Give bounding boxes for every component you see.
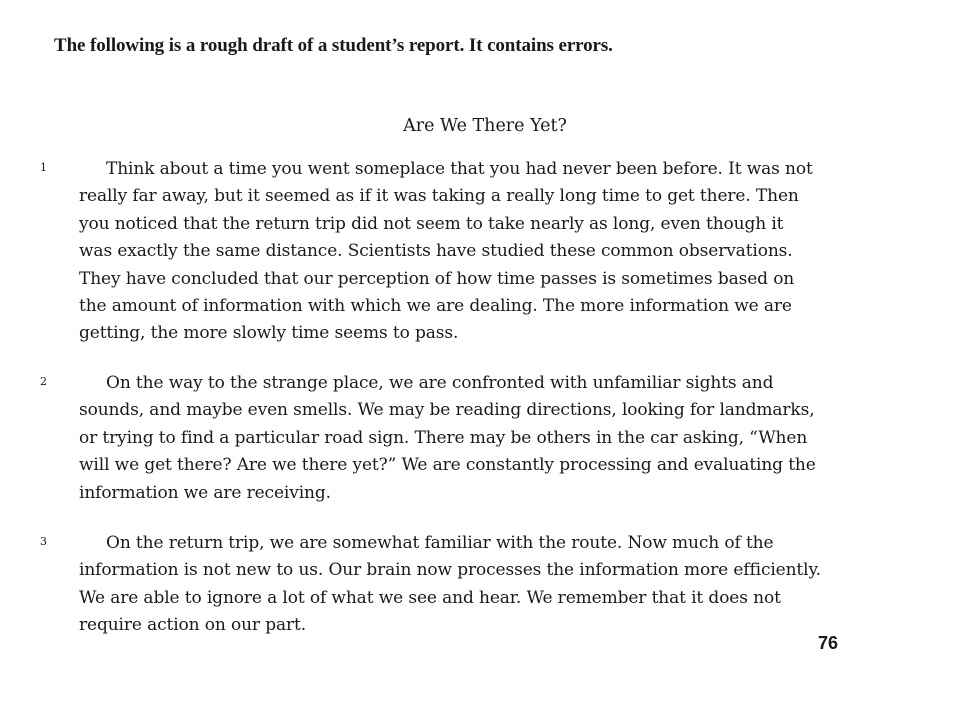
- paragraph-text: [79, 530, 821, 640]
- text-line: sounds, and maybe even smells. We may be reading directions, looking for landmarks,: [79, 400, 815, 421]
- text-line: the amount of information with which we are dealing. The more information we are: [79, 295, 792, 316]
- paragraph-text: [79, 370, 816, 507]
- text-line: getting, the more slowly time seems to pass.: [79, 323, 459, 344]
- paragraph-number: 2: [40, 375, 47, 388]
- page-number: 76: [818, 633, 839, 653]
- text-line: really far away, but it seemed as if it was taking a really long time to get there. Then: [79, 186, 799, 207]
- text-line: require action on our part.: [79, 615, 306, 636]
- paragraph-number: 1: [40, 161, 47, 174]
- intro-instruction: The following is a rough draft of a student’s report. It contains errors.: [54, 35, 613, 56]
- text-line: We are able to ignore a lot of what we see and hear. We remember that it does not: [79, 587, 781, 608]
- text-line: will we get there? Are we there yet?” We are constantly processing and evaluating the: [79, 455, 816, 476]
- text-line: They have concluded that our perception of how time passes is sometimes based on: [79, 268, 795, 289]
- paragraph-text: [79, 156, 813, 348]
- text-line: Think about a time you went someplace that you had never been before. It was not: [106, 159, 813, 179]
- report-title: Are We There Yet?: [403, 116, 567, 136]
- text-line: you noticed that the return trip did not seem to take nearly as long, even though it: [79, 213, 784, 234]
- paragraph-number: 3: [40, 535, 47, 548]
- text-line: or trying to find a particular road sign. There may be others in the car asking, “When: [79, 427, 808, 448]
- text-line: On the return trip, we are somewhat familiar with the route. Now much of the: [106, 533, 774, 553]
- text-line: information we are receiving.: [79, 482, 331, 503]
- text-line: On the way to the strange place, we are confronted with unfamiliar sights and: [106, 373, 774, 393]
- text-line: information is not new to us. Our brain now processes the information more efficiently.: [79, 560, 821, 581]
- text-line: was exactly the same distance. Scientists have studied these common observations.: [79, 241, 793, 262]
